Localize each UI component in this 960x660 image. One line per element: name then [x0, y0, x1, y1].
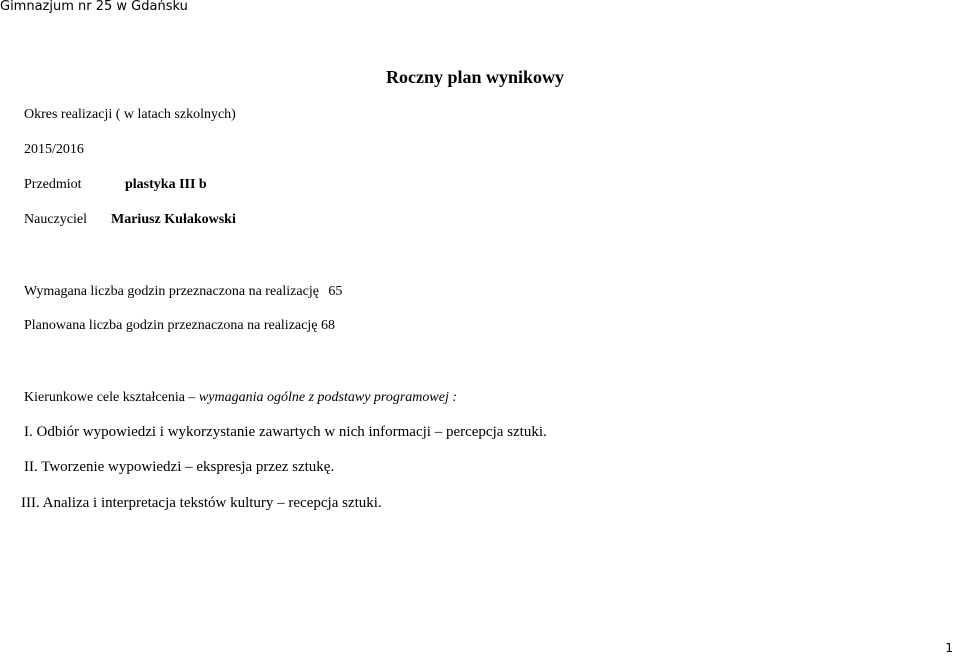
- planned-hours-text: Planowana liczba godzin przeznaczona na realizację: [24, 318, 318, 333]
- running-header: Gimnazjum nr 25 w Gdańsku: [0, 0, 188, 14]
- subject-label: Przedmiot: [24, 177, 82, 192]
- teacher-value: Mariusz Kułakowski: [111, 212, 236, 227]
- document-title: Roczny plan wynikowy: [386, 67, 565, 87]
- required-hours-value: 65: [328, 284, 343, 299]
- planned-hours-row: [24, 318, 335, 334]
- goals-lead: Kierunkowe cele kształcenia –: [24, 390, 196, 405]
- planned-hours-value: 68: [320, 318, 335, 333]
- period-label: Okres realizacji ( w latach szkolnych): [24, 107, 236, 122]
- goal-item: II. Tworzenie wypowiedzi – ekspresja przez sztukę.: [24, 459, 335, 475]
- teacher-label: Nauczyciel: [24, 212, 87, 227]
- period-value: 2015/2016: [24, 142, 84, 157]
- required-hours-row: [24, 284, 342, 300]
- subject-value: plastyka III b: [125, 177, 207, 192]
- goals-emphasis: wymagania ogólne z podstawy programowej :: [198, 390, 458, 405]
- goal-item: I. Odbiór wypowiedzi i wykorzystanie zawartych w nich informacji – percepcja sztuki.: [24, 424, 547, 440]
- required-hours-text: Wymagana liczba godzin przeznaczona na realizację: [24, 284, 319, 299]
- page-number: 1: [945, 641, 953, 655]
- goal-item: III. Analiza i interpretacja tekstów kultury – recepcja sztuki.: [21, 495, 382, 511]
- goals-heading: [24, 390, 457, 406]
